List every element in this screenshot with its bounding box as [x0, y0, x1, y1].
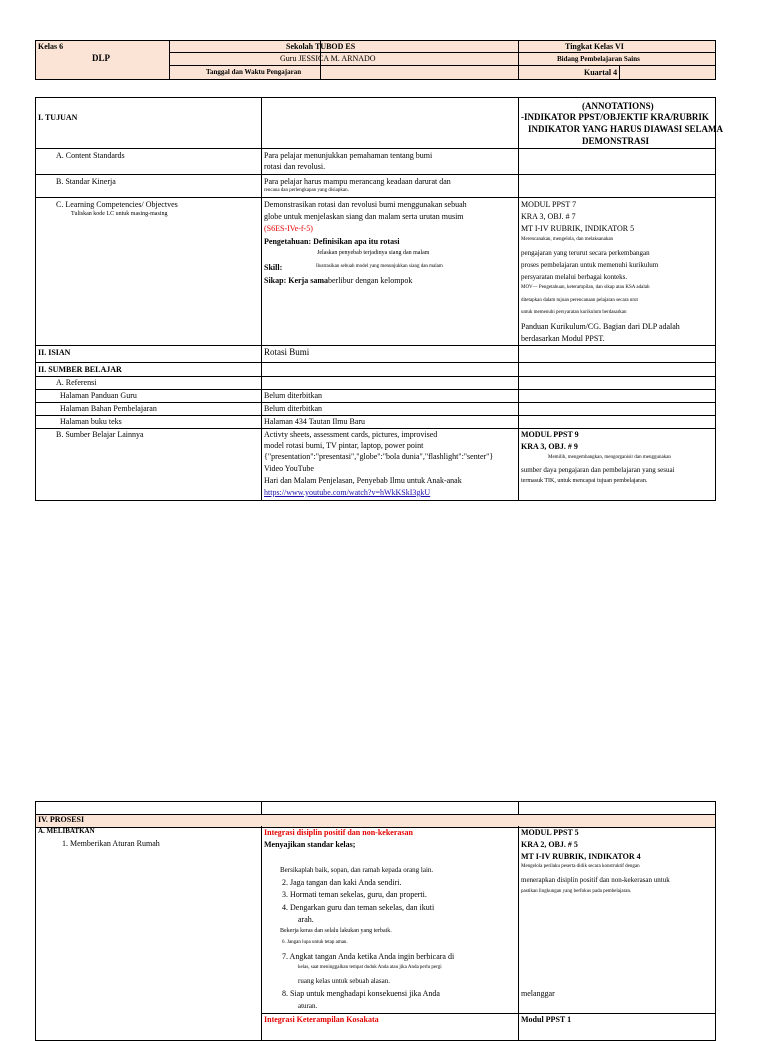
integrasi-kosakata: Integrasi Keterampilan Kosakata	[264, 1015, 379, 1024]
sumber-lain-line4: Video YouTube	[264, 464, 314, 473]
header-sekolah: Sekolah TUBOD ES	[286, 42, 356, 51]
lc-line1: Demonstrasikan rotasi dan revolusi bumi menggunakan sebuah	[264, 200, 467, 209]
bahan-label: Halaman Bahan Pembelajaran	[60, 404, 157, 413]
header-tingkat: Tingkat Kelas VI	[565, 42, 624, 51]
annotations-line3: DEMONSTRASI	[582, 136, 650, 146]
header-bidang: Bidang Pembelajaran Sains	[557, 55, 640, 63]
rule-2: 2. Jaga tangan dan kaki Anda sendiri.	[282, 878, 402, 887]
header-kuartal: Kuartal 4	[584, 68, 618, 77]
buku-value: Halaman 434 Tautan Ilmu Baru	[264, 417, 366, 426]
lc-annotation-3: MT I-IV RUBRIK, INDIKATOR 5	[521, 224, 635, 233]
aturan-rumah-label: 1. Memberikan Aturan Rumah	[62, 839, 160, 848]
header-guru: Guru JESSICA M. ARNADO	[280, 54, 376, 63]
procedure-annotation-4: Mengelola perilaku peserta didik secara konstruktif dengan	[521, 864, 640, 869]
sumber-annotation-3: Memilih, mengembangkan, mengorganisir dan menggunakan	[548, 455, 671, 460]
panduan-guru-label: Halaman Panduan Guru	[60, 391, 137, 400]
rule-7b: kelas, saat meninggalkan tempat duduk Anda atau jika Anda perlu pergi	[298, 965, 442, 970]
procedure-annotation-5: menerapkan disiplin positif dan non-kekerasan untuk	[521, 876, 670, 884]
lc-annotation-7: persyaratan melalui berbagai konteks.	[521, 273, 628, 281]
sumber-annotation-5: termasuk TIK, untuk mencapai tujuan pembelajaran.	[521, 478, 648, 484]
rule-3: 3. Hormati teman sekelas, guru, dan properti.	[282, 890, 427, 899]
lc-annotation-5: pengajaran yang terurut secara perkembangan	[521, 249, 650, 257]
lc-annotation-9: ditetapkan dalam tujuan perencanaan pelajaran secara urut	[521, 298, 638, 303]
lc-code: (S6ES-IVe-f-5)	[264, 224, 313, 233]
isian-value: Rotasi Bumi	[264, 347, 310, 357]
modul-ppst-1: Modul PPST 1	[521, 1015, 572, 1024]
pengetahuan-sub: Jelaskan penyebab terjadinya siang dan malam	[317, 250, 430, 256]
sumber-annotation-4: sumber daya pengajaran dan pembelajaran yang sesuai	[521, 466, 675, 474]
sikap-label: Sikap: Kerja sama	[264, 276, 328, 285]
referensi-label: A. Referensi	[56, 378, 97, 387]
rule-1: Bersikaplah baik, sopan, dan ramah kepada orang lain.	[280, 866, 434, 874]
buku-label: Halaman buku teks	[60, 417, 122, 426]
annotations-title: (ANNOTATIONS)	[582, 101, 654, 111]
sumber-lain-line1: Activty sheets, assessment cards, pictures, improvised	[264, 430, 438, 439]
procedure-annotation-1: MODUL PPST 5	[521, 828, 579, 837]
bahan-value: Belum diterbitkan	[264, 404, 322, 413]
skill-label: Skill:	[264, 263, 283, 272]
prosesi-row	[36, 814, 715, 828]
melibatkan-label: A. MELIBATKAN	[38, 827, 95, 835]
section-tujuan: I. TUJUAN	[38, 113, 78, 122]
sumber-lain-line5: Hari dan Malam Penjelasan, Penyebab Ilmu untuk Anak-anak	[264, 476, 462, 485]
lc-line2: globe untuk menjelaskan siang dan malam serta urutan musim	[264, 212, 464, 221]
lc-annotation-12: berdasarkan Modul PPST.	[521, 334, 605, 343]
procedure-annotation-6: pastikan lingkungan yang berfokus pada pembelajaran.	[521, 889, 632, 894]
skill-text: Ilustrasikan sebuah model yang menunjukkan siang dan malam	[316, 264, 443, 269]
lc-annotation-4: Merencanakan, mengelola, dan melaksanakan	[521, 237, 614, 242]
standar-kinerja-line2: rencana dan perlengkapan yang disiapkan.	[264, 188, 349, 193]
annotations-line2: INDIKATOR YANG HARUS DIAWASI SELAMA	[528, 124, 724, 134]
youtube-link[interactable]: https://www.youtube.com/watch?v=hWkKSkI3gkU	[264, 488, 431, 497]
melanggar: melanggar	[521, 989, 555, 998]
rule-8-end: aturan.	[298, 1002, 318, 1010]
sikap	[264, 276, 412, 285]
rule-4b: arah.	[298, 915, 314, 924]
header-kelas: Kelas 6	[38, 42, 64, 51]
pengetahuan: Pengetahuan: Definisikan apa itu rotasi	[264, 237, 400, 246]
rule-6: 6. Jangan lupa untuk tetap aman.	[282, 940, 348, 945]
sumber-lain-label: B. Sumber Belajar Lainnya	[56, 430, 144, 439]
integrasi-disiplin: Integrasi disiplin positif dan non-kekerasan	[264, 828, 413, 837]
rule-7c: ruang kelas untuk sebuah alasan.	[298, 977, 390, 985]
menyajikan-standar: Menyajikan standar kelas;	[264, 840, 356, 849]
content-standards-line2: rotasi dan revolusi.	[264, 162, 326, 171]
annotations-line1: -INDIKATOR PPST/OBJEKTIF KRA/RUBRIK	[521, 112, 709, 122]
content-standards-label: A. Content Standards	[56, 151, 125, 160]
lc-annotation-8: MOV— Pengetahuan, keterampilan, dan sikap atau KSA adalah	[521, 285, 650, 290]
section-prosesi: IV. PROSESI	[38, 815, 85, 824]
lc-annotation-2: KRA 3, OBJ. # 7	[521, 212, 576, 221]
sumber-annotation-2: KRA 3, OBJ. # 9	[521, 442, 578, 451]
sikap-text: berlibur dengan kelompok	[328, 276, 413, 285]
sumber-lain-line3: {"presentation":"presentasi","globe":"bola dunia","flashlight":"senter"}	[264, 452, 494, 461]
learning-competencies-label: C. Learning Competencies/ Objectves	[56, 200, 178, 209]
content-standards-line1: Para pelajar menunjukkan pemahaman tentang bumi	[264, 151, 433, 160]
lc-annotation-10: untuk memenuhi persyaratan kurikulum berdasarkan	[521, 310, 627, 315]
sumber-annotation-1: MODUL PPST 9	[521, 430, 579, 439]
learning-competencies-sub: Tuliskan kode LC untuk masing-masing	[71, 211, 168, 217]
sumber-lain-line2: model rotasi bumi, TV pintar, laptop, power point	[264, 441, 424, 450]
lc-annotation-6: proses pembelajaran untuk memenuhi kurikulum	[521, 261, 659, 269]
panduan-guru-value: Belum diterbitkan	[264, 391, 322, 400]
rule-5: Bekerja keras dan selalu lakukan yang terbaik.	[280, 928, 392, 934]
procedure-annotation-2: KRA 2, OBJ. # 5	[521, 840, 578, 849]
rule-8: 8. Siap untuk menghadapi konsekuensi jika Anda	[282, 989, 440, 998]
procedure-annotation-3: MT I-IV RUBRIK, INDIKATOR 4	[521, 852, 641, 861]
lc-annotation-11: Panduan Kurikulum/CG. Bagian dari DLP adalah	[521, 322, 680, 331]
rule-7a: 7. Angkat tangan Anda ketika Anda ingin berbicara di	[282, 952, 455, 961]
header-dlp: DLP	[92, 53, 110, 63]
standar-kinerja-label: B. Standar Kinerja	[56, 177, 116, 186]
section-sumber-belajar: II. SUMBER BELAJAR	[38, 365, 122, 374]
header-tanggal: Tanggal dan Waktu Pengajaran	[206, 68, 302, 76]
standar-kinerja-line1: Para pelajar harus mampu merancang keadaan darurat dan	[264, 177, 451, 186]
section-isian: II. ISIAN	[38, 348, 71, 357]
rule-4a: 4. Dengarkan guru dan teman sekelas, dan ikuti	[282, 903, 435, 912]
lc-annotation-1: MODUL PPST 7	[521, 200, 577, 209]
